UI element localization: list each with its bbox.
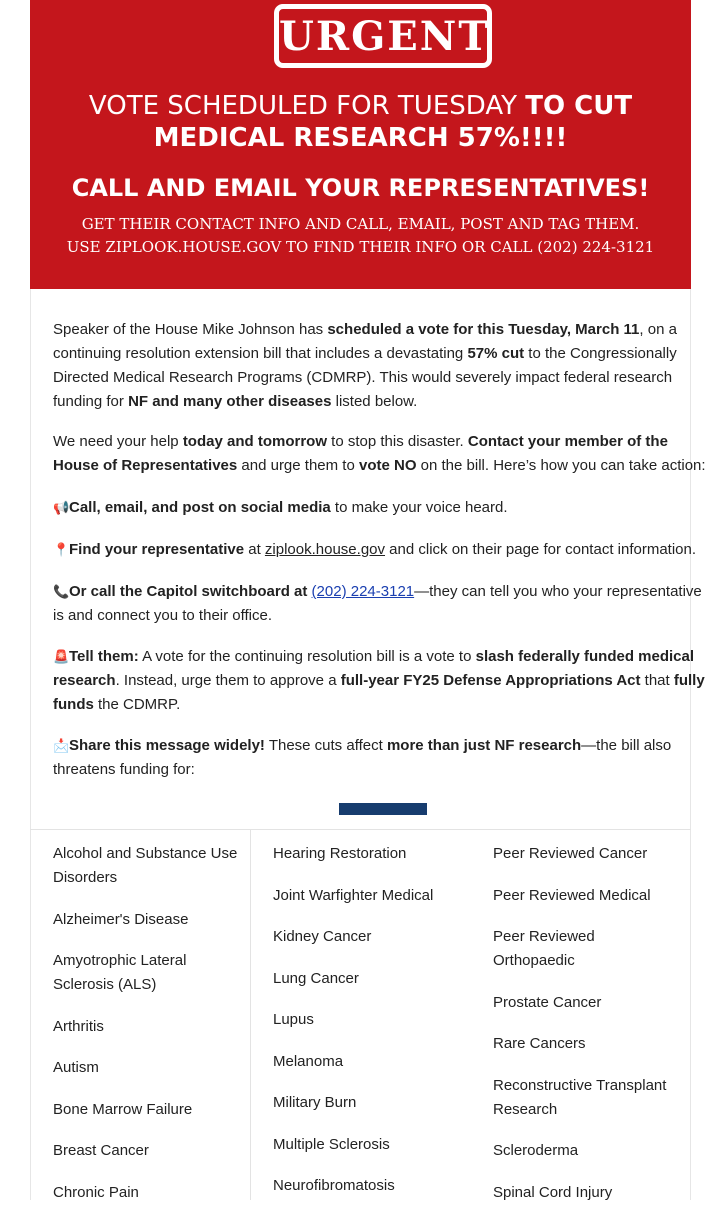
text: Speaker of the House Mike Johnson has xyxy=(53,321,328,338)
bold-text: more than just NF research xyxy=(386,737,582,754)
program-item: Hearing Restoration xyxy=(273,845,407,862)
program-item: Prostate Cancer xyxy=(493,993,602,1011)
program-item: Scleroderma xyxy=(493,1142,579,1159)
bold-text: Or call the Capitol switchboard at xyxy=(69,583,312,600)
bold-text: today and tomorrow xyxy=(182,433,327,450)
banner-headline xyxy=(30,90,691,154)
headline-line1: VOTE SCHEDULED FOR TUESDAY xyxy=(88,91,517,121)
program-item: Multiple Sclerosis xyxy=(273,1135,390,1153)
headline-line2: MEDICAL RESEARCH 57%!!!! xyxy=(153,123,568,153)
bold-text: full-year FY25 Defense Appropriations Act xyxy=(340,672,641,689)
text: to the Congressionally Directed Medical Research Programs (CDMRP). This would severely impact federal research funding for xyxy=(53,345,677,410)
program-item: Breast Cancer xyxy=(53,1142,149,1159)
program-item: Chronic Pain xyxy=(53,1183,139,1201)
program-item: Rare Cancers xyxy=(493,1035,586,1052)
program-item: Alzheimer's Disease xyxy=(53,910,189,928)
bold-text: Call, email, and post on social media xyxy=(69,499,331,516)
program-item: Neurofibromatosis xyxy=(273,1177,395,1194)
text: A vote for the continuing resolution bill is a vote to xyxy=(138,648,476,665)
program-item: Kidney Cancer xyxy=(273,928,372,945)
programs-column-3 xyxy=(493,842,678,1222)
program-item: Military Burn xyxy=(273,1094,357,1111)
text: listed below. xyxy=(331,393,418,410)
program-item: Reconstructive Transplant Research xyxy=(493,1076,667,1118)
envelope-icon: 📩 xyxy=(53,738,70,753)
bold-text: Tell them: xyxy=(69,648,139,665)
headline-line1-bold: TO CUT xyxy=(525,91,633,121)
text: to make your voice heard. xyxy=(330,499,508,516)
program-item: Bone Marrow Failure xyxy=(53,1100,193,1118)
program-item: Alcohol and Substance Use Disorders xyxy=(53,845,238,886)
text: —the bill also threatens funding for: xyxy=(53,737,672,778)
section-divider xyxy=(339,803,427,815)
table-top-border xyxy=(30,829,691,830)
phone-icon: 📞 xyxy=(53,584,70,599)
bold-text: slash federally funded medical research xyxy=(53,648,695,689)
text: to stop this disaster. xyxy=(326,433,468,450)
program-item: Autism xyxy=(53,1059,99,1076)
program-item: Amyotrophic Lateral Sclerosis (ALS) xyxy=(53,952,187,993)
programs-column-2 xyxy=(273,842,473,1216)
action-switchboard xyxy=(53,580,713,628)
text: and click on their page for contact information. xyxy=(385,541,697,558)
program-item: Melanoma xyxy=(273,1052,344,1070)
text: and urge them to xyxy=(237,457,359,474)
text: . Instead, urge them to approve a xyxy=(115,672,341,689)
text: We need your help xyxy=(53,433,183,450)
program-item: Peer Reviewed Medical xyxy=(493,886,651,904)
program-item: Arthritis xyxy=(53,1017,104,1035)
action-share xyxy=(53,734,698,782)
banner-small-line-1: GET THEIR CONTACT INFO AND CALL, EMAIL, POST AND TAG THEM. xyxy=(81,215,640,233)
bold-text: fully funds xyxy=(53,672,705,713)
program-item: Peer Reviewed Cancer xyxy=(493,845,648,862)
banner-call-to-action: CALL AND EMAIL YOUR REPRESENTATIVES! xyxy=(71,174,650,202)
program-item: Lung Cancer xyxy=(273,969,359,987)
help-paragraph xyxy=(53,430,713,478)
text: , on a continuing resolution extension bill that includes a devastating xyxy=(53,321,677,362)
bold-text: Find your representative xyxy=(69,541,245,558)
siren-icon: 🚨 xyxy=(53,649,70,664)
program-item: Spinal Cord Injury xyxy=(493,1183,613,1201)
column-separator xyxy=(250,830,251,1200)
program-item: Joint Warfighter Medical xyxy=(273,886,434,904)
bold-text: Contact your member of the House of Representatives xyxy=(53,433,668,474)
bold-text: vote NO xyxy=(358,457,417,474)
banner-small-line-2: USE ZIPLOOK.HOUSE.GOV TO FIND THEIR INFO OR CALL (202) 224-3121 xyxy=(66,238,655,256)
text: —they can tell you who your representative is and connect you to their office. xyxy=(53,583,702,624)
bold-text: scheduled a vote for this Tuesday, March 11 xyxy=(327,321,640,338)
map-pin-icon: 📍 xyxy=(53,542,70,557)
program-item: Lupus xyxy=(273,1011,314,1028)
text: the CDMRP. xyxy=(93,696,181,713)
ziplook-link[interactable]: ziplook.house.gov xyxy=(264,541,386,558)
urgent-stamp: URGENT xyxy=(274,4,492,68)
text: at xyxy=(244,541,265,558)
programs-column-1 xyxy=(53,842,238,1222)
action-tell-them xyxy=(53,645,713,717)
program-item: Peer Reviewed Orthopaedic xyxy=(493,928,595,969)
bold-text: NF and many other diseases xyxy=(128,393,332,410)
megaphone-icon: 📢 xyxy=(53,500,70,515)
text: that xyxy=(640,672,674,689)
action-find-rep xyxy=(53,538,713,562)
phone-link[interactable]: (202) 224-3121 xyxy=(311,583,415,600)
text: These cuts affect xyxy=(264,737,387,754)
urgent-banner xyxy=(30,0,691,289)
action-call xyxy=(53,496,713,520)
bold-text: 57% cut xyxy=(467,345,525,362)
text: on the bill. Here’s how you can take action: xyxy=(416,457,706,474)
bold-text: Share this message widely! xyxy=(69,737,265,754)
intro-paragraph xyxy=(53,318,698,414)
